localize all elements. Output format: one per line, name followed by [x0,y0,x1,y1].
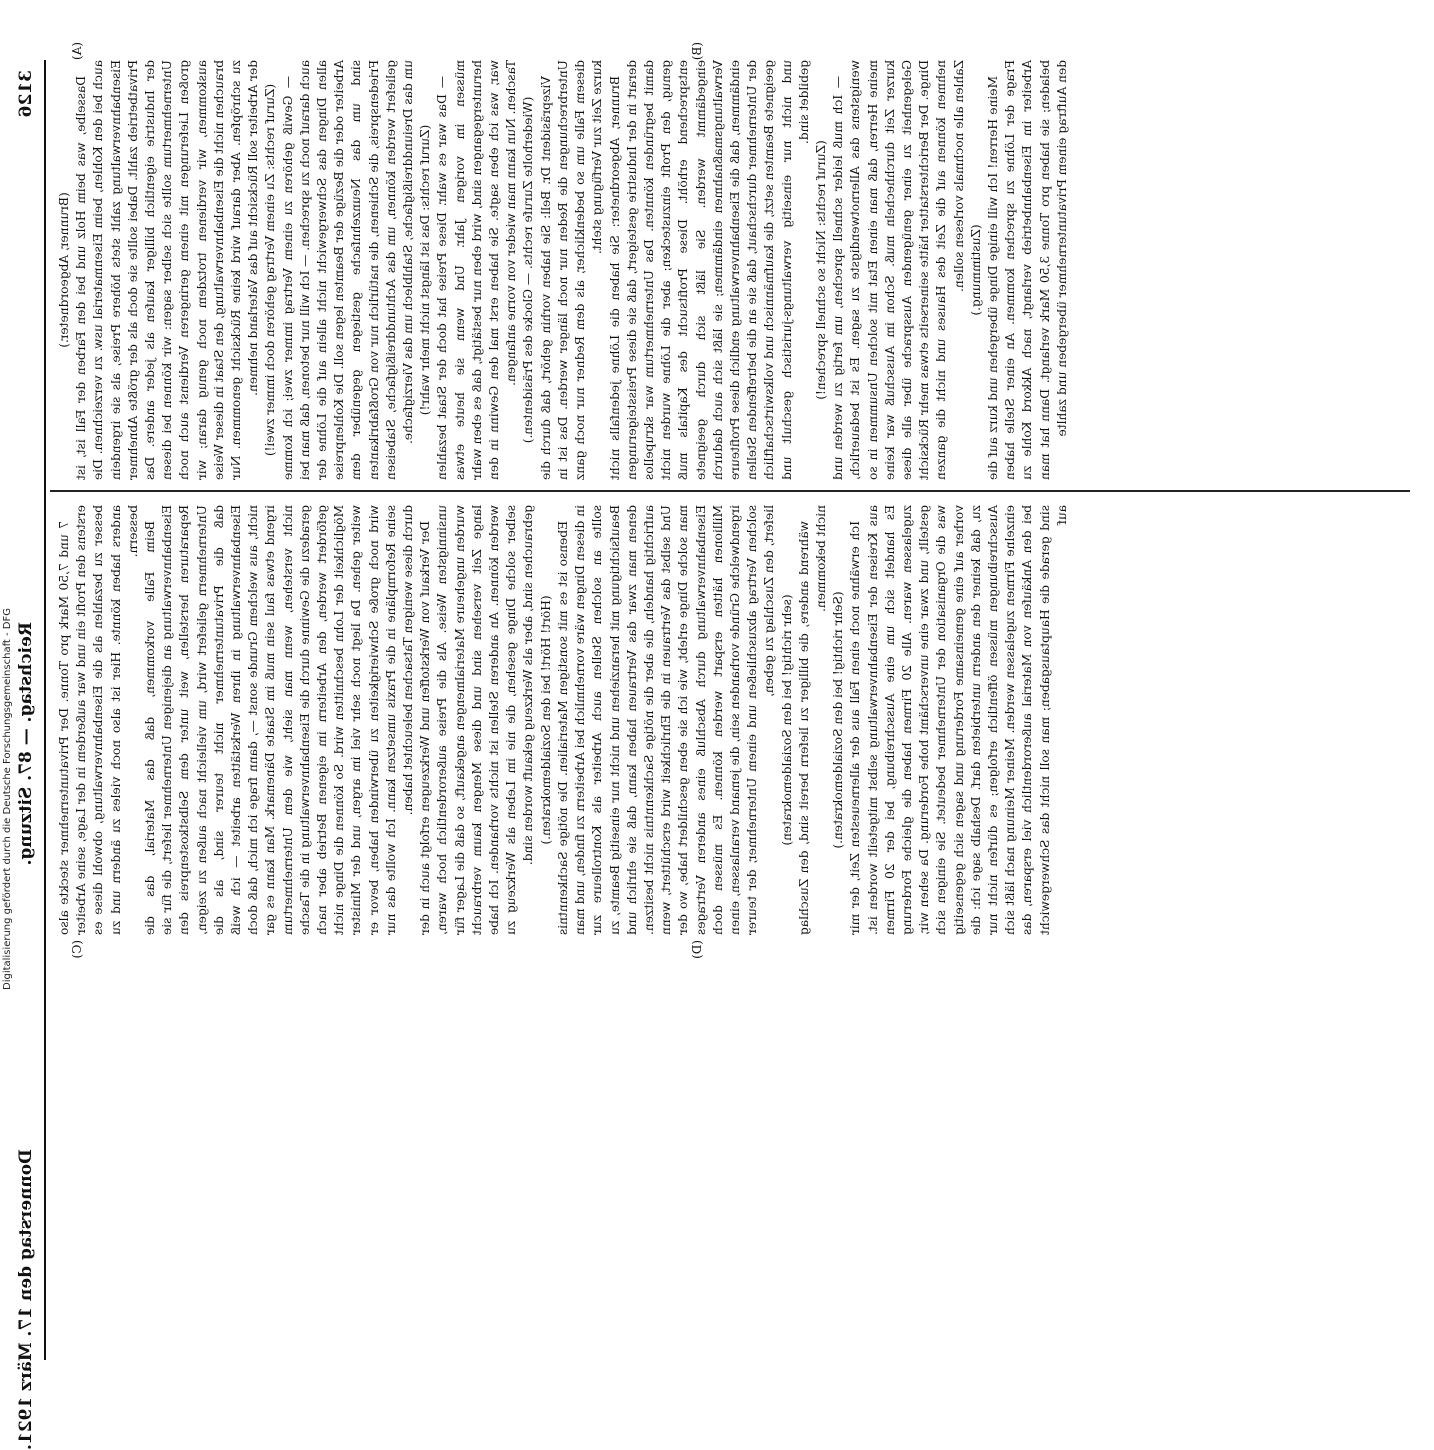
interjection: (Zuruf rechts: Das ist längst nicht mehr wahr!) [418,124,433,416]
left-column [56,60,1071,480]
paragraph: Meine Herren! Ich will einige Dinge übergehen und kurz auf die Frage der Löhne zu sprechen kommen. An einer Stelle haben Arbeiter im Eisenbahnbetrieb verlangt, nach Akkord Kohle zu beladen; sie haben pro Tonne 3,50 Mark verlangt. Dann hat man den Auftrag einem Privatunternehmer übergeben und zahlte [985,60,1069,480]
paragraph: (Brunner, Abgeordneter.) [57,192,71,348]
paragraph: Ebenso ist es mit sonstigen Materialien. Die nötige Sachkenntnis in diesen Dingen wäre vornehmlich bei Arbeitern zu finden, und man sollte an solchen Stellen auch Arbeiter als Kontrolleure zur Beaufsichtigung mit heranziehen und nicht nur einseitig Beamte, zu denen man zwar das Vertrauen haben kann, daß sie ehrlich und aufrichtig handeln, die aber die nötige Sachkenntnis nicht besitzen. Und selbst das Vertrauen in die Ehrlichkeit wird erschüttert, wenn man solche Dinge erlebt, wie ich sie eben geschildert habe, wo der Eisenbahnverwaltung durch Abschluß eines anderen Vertrages Millionen hätten erspart werden können. Es müssen doch irgendwelche Gründe vorhanden sein, die jemand veranlassen, einen solchen Vertrag abzuschließen und einem Unternehmer, der teurer liefert, den Zuschlag zu geben, [555,505,777,935]
page-date: Donnerstag den 17. März 1921. [16,1149,36,1450]
paragraph: Vizepräsident Dr. Bell: Sie haben vorhin gehört, daß durch die Unterbrechungen die Reden nur noch länger werden. Das ist in diesem Falle um so bedenklicher, als dem Redner nur noch ganz kurze Zeit zur Verfügung steht. [538,60,605,480]
margin-mark-c: (C) [70,940,84,959]
page-title: Reichstag. — 87. Sitzung. [16,622,36,866]
margin-mark-a: (A) [70,42,84,61]
paragraph: Brunner, Abgeordneter: Sie haben die Löhne jedenfalls nicht derart in der Industrie gesteigert, daß sie diese Preissteigerungen damit begründen könnten. Das Unternehmertum war skrupellos genug, den Profit einzustecken; aber die Löhne wurden nicht entsprechend erhöht. Diese Profitsucht des Kapitals muß eingedämmt werden. Sie läßt sich durch geeignete Verwaltungsmaßnahmen eindämmen; sie läßt sich auch dadurch eindämmen, daß die Eisenbahnverwaltung endlich diese Profiteure der Unternehmer durchschaut, daß sie an die betreffenden Stellen geeignete Beamten setzt, die kaufmännisch und volkswirtschaftlich und nicht nur einseitig verwaltungs-juristisch geschult und gebildet sind. [607,60,811,480]
interjection: (Wiederholte Zurufe rechts. — Glocke des Präsidenten.) [521,96,536,444]
margin-mark-d: (D) [690,940,704,959]
interjection: (Sehr richtig! bei den Sozialdemokraten.) [831,591,846,849]
page-header [12,70,40,1450]
paragraph: Beim Falle vorkommen, daß das Material, das die Eisenbahnverwaltung an diejenigen Unternehmer liefert, die für sie Reparaturen herstellen, weit unter dem Selbstkostenpreis den Unternehmern geliefert wird, um vielleicht nach außen zu zeigen, daß die Privatunternehmer nicht teurer sind, als die Eisenbahnverwaltung in ihren Werkstätten arbeitet — ich weiß nicht, aus welchem Grunde sonst —, dann frage ich mich, daß doch irgend etwas faul sein muß im Staate Dänemark. Man kann es gar nicht verstehen, wenn man sieht, wie dem Unternehmertum geradezu die Gewinne durch die Eisenbahnverwaltung in die Tasche gefördert werden, den Arbeitern im eigenen Betrieb aber nach Möglichkeit der Lohn beschnitten wird. So können die Dinge nicht weiter gehen. Da liegt noch sehr viel im argen, und der Minister wird noch große Schwierigkeiten zu überwinden haben, bevor er seine Reformpläne in die Praxis umsetzen kann. Ich wollte das nur durch diese wenigen Tatsachen beleuchtet haben. [143,505,416,935]
dfg-side-note [2,0,16,1000]
paragraph: während andere, die billiger zu liefern bereit sind, den Zuschlag nicht bekommen. [796,505,828,935]
interjection: (sehr richtig! bei den Sozialdemokraten) [779,594,794,846]
side-note-text: Digitalisierung gefördert durch die Deutsche Forschungsgemeinschaft - DFG [2,607,13,990]
right-column [56,505,1071,935]
paragraph: Dasselbe, was beim Holz und bei den Farben der Fall ist, ist auch bei den Kohlen, beim Eisenmaterial usw. zu verzeichnen. Die Eisenbahnverwaltung zahlt stets höhere Preise, als sie irgendein Privatbetrieb zahlt. Dabei sollte sie doch als der größte Abnehmer der Industrie eigentlich billiger kaufen als jeder andere. Das Unternehmertum sollte sich selber sagen: wir können bei diesen großen Lieferungen mit einem geringeren Verdienst auch noch auskommen, wir verdienen trotzdem noch genug daran; wir brauchen nicht die Eisenbahnverwaltung, den Staat in dieser Weise zu schröpfen. Aber darauf wird keine Rücksicht genommen. Nur der Arbeiter soll Rücksicht auf das Vaterland nehmen. [74,60,261,480]
paragraph: Ich erwähne noch einen Fall aus der allerneuesten Zeit, der mir aus Kreisen der Eisenbahnverwaltung selbst mitgeteilt worden ist. Es handelt sich um eine Ausschreibung, bei der 20 Firmen zugelassen waren. Alle 20 Firmen haben die gleiche Forderung gestellt, und zwar eine unverschämt hohe Forderung. Da sehen wir, was die Organisation der Unternehmer bedeutet. Sie einigen sich vorher auf eine gemeinsame Forderung und sagen sich gegenseitig zu, daß keiner den andern unterbieten darf. Deshalb sage ich: die Ausschreibungen müssen öffentlich erfolgen; es dürfen nicht nur einzelne Firmen zugelassen werden. Meiner Meinung nach läßt sich bei den Ankäufen von Material außerordentlich viel ersparen, das sind gerade die Hauptausgaben; man soll nicht das Schwergewicht auf [848,505,1069,935]
paragraph: — Das war es wahr. Diese Preise hat doch der Staat bezahlen müssen im vorigen Jahr. Und wenn sie heute etwas heruntergegangen sind, wird eben nur bestätigt, daß es eben wahr war, was ich eben sagte. Sie haben erst mal den Gewinn in den Taschen. Nun kann man wieder von vorne anfangen. [435,60,519,480]
interjection: (Zuruf rechts: Nicht so schnell sprechen!) [813,140,828,400]
page-number: 3126 [16,70,36,118]
paragraph: Der Verkauf von Werkstoffen und Werkzeugen erfolgt auch in der unsinnigsten Weise. Als die Preise außerordentlich hoch waren, wurden ungeheure Materialmengen angekauft, so daß die Lager für lange Zeit versehen sind und diese Mengen kaum verbraucht werden können. An anderen Stellen ist nichts vorhanden. Ich habe selber solche Dinge gesehen, die nie im Leben als Werkzeug zu gebrauchen sind, aber als Werkzeug gekauft worden sind. [418,505,536,935]
paragraph: — Ich muß leider schnell sprechen, um fertig zu werden und wenigstens das Allernotwendigste zu sagen. Es ist bedauerlich, meine Herren, daß man einen Etat mit solchen Unsummen in so kurzer Zeit durchhecheln muß. Schon im Ausschuß war keine Gelegenheit zu einer genügenden Aussprache über alle diese Dinge. Der Berichterstatter hätte seinerseits etwas mehr Rücksicht nehmen können auf die Zeit des Hauses und nicht die ganzen Zahlen alle nochmals vorlesen sollen. [831,60,966,480]
interjection: (Zustimmung.) [968,224,983,316]
interjection: (Zuruf rechts: Zu einem Vertrag gehören doch immer zwei!) [263,83,278,457]
column-divider [50,490,1410,492]
paragraph: 7 und 7,50 Mark pro Tonne. Der Privatunternehmer steckte also erstens den Profit ein und war außerdem in der Lage, seine Arbeiter besser zu bezahlen als die Eisenbahnverwaltung, obwohl diese es anders haben könnte. Hier ist also noch vieles zu ändern und zu bessern. [57,505,140,935]
header-rule [44,60,46,1360]
margin-mark-b: (B) [690,42,704,61]
interjection: (Hört! Hört! bei den Sozialdemokraten.) [538,595,553,845]
paragraph: — Gewiß gehören zu einem Vertrag immer zwei; ich komme auch darauf noch zu sprechen. — Ich will nur betonen, daß man bei allen Dingen das Schwergewicht nicht allein auf die Löhne der Arbeiter oder die Bezüge der Beamten legen soll. Die Kohlenpreise sind um das Neunzehnfache gestiegen gegenüber dem Friedenspreis, die Schienen, die natürlich nur von Großfabrikanten geliefert werden können, um das Achtunddreißigfache, Stabeisen um das Dreiunddreißigfache, Stahlblech um das Vierzigfache. [280,60,416,480]
